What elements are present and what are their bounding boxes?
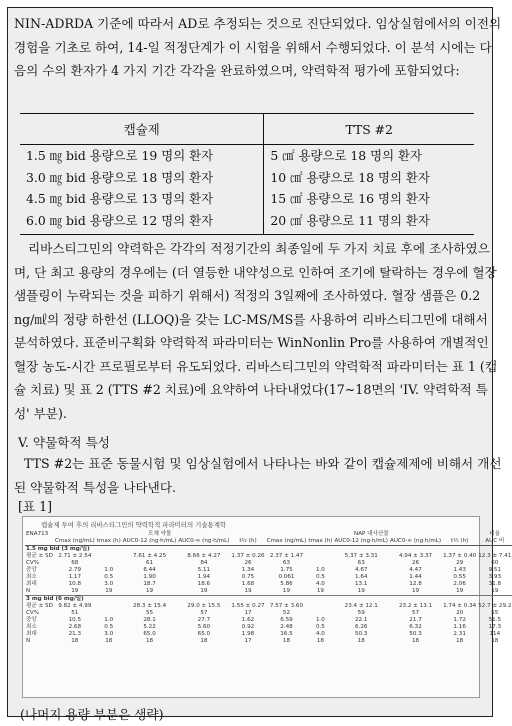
scan-row-label: 최소 bbox=[26, 574, 37, 580]
scan-value: 1.68 bbox=[241, 581, 255, 587]
intro-paragraph: NIN-ADRDA 기준에 따라서 AD로 추정되는 것으로 진단되었다. 임상실험에서의 이전의 경험을 기초로 하여, 14-일 적정단계가 이 시험을 위해서 수행되었다. 이 분석 시에는 다음의 수의 환자가 4 가지 기간 각각을 완료하였으며, 약력학적 평가에 포함되었다: bbox=[14, 16, 502, 78]
scan-value: 1.62 bbox=[241, 617, 255, 623]
scan-value: 2.37 ± 1.47 bbox=[269, 553, 304, 559]
dose-table bbox=[20, 113, 474, 235]
scan-value: 5.11 bbox=[197, 567, 211, 573]
scan-value: 2.79 bbox=[68, 567, 82, 573]
scan-value bbox=[307, 560, 333, 567]
scan-value: 1.37 ± 0.26 bbox=[231, 553, 265, 559]
scan-value: 18 bbox=[411, 638, 420, 644]
scan-value: 17 bbox=[244, 610, 252, 616]
scan-value: 1.64 bbox=[354, 574, 368, 580]
scan-value: 65.0 bbox=[197, 631, 211, 637]
section-paragraph: TTS #2는 표준 동물시험 및 임상실험에서 나타나는 바와 같이 캡슐제제에 비해서 개선된 약물학적 특성을 나타낸다. bbox=[14, 456, 502, 495]
scan-value: 68 bbox=[71, 560, 79, 566]
scan-value: 1.34 bbox=[241, 567, 255, 573]
scan-value: 19 bbox=[105, 588, 113, 594]
scan-value: 5.86 bbox=[280, 581, 293, 587]
scan-value: 6.59 bbox=[280, 617, 293, 623]
scan-value: 60 bbox=[491, 560, 499, 566]
scan-data-row bbox=[25, 603, 512, 610]
scan-value bbox=[96, 603, 122, 610]
scan-row-label: CV% bbox=[26, 560, 40, 566]
scan-value: 4.0 bbox=[315, 581, 325, 587]
scan-row-label: 최대 bbox=[26, 631, 37, 637]
scan-data-row bbox=[25, 560, 512, 567]
scanned-data-table bbox=[25, 531, 512, 645]
scan-value: 0.061 bbox=[278, 574, 295, 580]
scan-value: 18 bbox=[316, 638, 324, 644]
scan-value: 0.92 bbox=[241, 624, 255, 630]
scan-value: 1.72 bbox=[453, 617, 466, 623]
scan-value: 7.57 ± 3.60 bbox=[269, 603, 304, 609]
scan-value: 1.74 ± 0.34 bbox=[443, 603, 477, 609]
scan-value: 55 bbox=[491, 610, 499, 616]
scan-value: 18 bbox=[282, 638, 291, 644]
scan-value: 19 bbox=[357, 588, 365, 594]
scan-value bbox=[307, 553, 333, 560]
scan-group-ratio: 비율 bbox=[489, 531, 501, 537]
scan-value: 50.3 bbox=[354, 631, 368, 637]
scan-value bbox=[96, 610, 122, 617]
scan-value: 19 bbox=[244, 588, 252, 594]
scan-value: 6.32 bbox=[409, 624, 422, 630]
scan-value bbox=[307, 610, 333, 617]
scan-value: 17.3 bbox=[488, 624, 502, 630]
scan-row-label: 평균 ± SD bbox=[26, 603, 53, 609]
scan-value: 19 bbox=[200, 588, 208, 594]
scan-header-cell: Cmax (ng/mL) bbox=[266, 538, 307, 544]
section-heading: V. 약물학적 특성 bbox=[18, 435, 110, 450]
scan-value: 18 bbox=[105, 638, 113, 644]
scan-dose-label: 3 mg bid (6 mg/일) bbox=[25, 596, 512, 604]
scan-value: 2.31 bbox=[453, 631, 466, 637]
scan-value: 10.5 bbox=[68, 617, 82, 623]
capsule-column bbox=[20, 145, 264, 235]
scan-value: 6.26 bbox=[354, 624, 368, 630]
scan-header-cell: tmax (h) bbox=[308, 538, 333, 544]
scanned-table-title: 캡슐제 투여 후의 리바스티그민의 약력학적 파라미터의 기술통계학 bbox=[41, 521, 227, 529]
tts-row: 20 ㎠ 용량으로 11 명의 환자 bbox=[270, 212, 430, 228]
scan-value: 5.22 bbox=[143, 624, 156, 630]
capsule-row: 6.0 ㎎ bid 용량으로 12 명의 환자 bbox=[26, 212, 214, 228]
capsule-header: 캡슐제 bbox=[20, 114, 264, 145]
tts-row: 15 ㎠ 용량으로 16 명의 환자 bbox=[270, 191, 430, 206]
scan-value: 52 bbox=[282, 610, 291, 616]
scan-row-label: 최대 bbox=[26, 581, 37, 587]
scan-value: 2.06 bbox=[453, 581, 466, 587]
scan-value: 57 bbox=[200, 610, 208, 616]
scan-value: 1.0 bbox=[104, 617, 114, 623]
scan-value: 13.1 bbox=[354, 581, 368, 587]
scan-value: 20 bbox=[456, 610, 464, 616]
scan-value: 63 bbox=[357, 560, 365, 566]
scan-value: 0.5 bbox=[315, 574, 325, 580]
scan-value: 1.43 bbox=[453, 567, 466, 573]
capsule-row: 4.5 ㎎ bid 용량으로 13 명의 환자 bbox=[26, 191, 214, 206]
scan-header-cell: Cmax (ng/mL) bbox=[54, 538, 95, 544]
scan-value: 0.55 bbox=[453, 574, 466, 580]
scan-value: 3.93 bbox=[488, 574, 502, 580]
scan-value: 18 bbox=[146, 638, 154, 644]
scan-value bbox=[96, 553, 122, 560]
capsule-row: 1.5 ㎎ bid 용량으로 19 명의 환자 bbox=[26, 148, 214, 163]
scan-group-row bbox=[25, 531, 512, 538]
scan-value: 52.7 ± 29.2 bbox=[478, 603, 512, 609]
scan-value: 2.48 bbox=[280, 624, 293, 630]
scan-value: 114 bbox=[489, 631, 501, 637]
scan-data-row bbox=[25, 610, 512, 617]
scan-data-row bbox=[25, 574, 512, 581]
scan-value: 4.47 bbox=[409, 567, 422, 573]
scan-dose-row bbox=[25, 546, 512, 554]
scan-value: 19 bbox=[456, 588, 464, 594]
scan-dose-label: 1.5 mg bid (3 mg/일) bbox=[25, 546, 512, 554]
scan-data-row bbox=[25, 631, 512, 638]
scan-value: 1.94 bbox=[197, 574, 211, 580]
scan-value: 3.0 bbox=[104, 581, 114, 587]
scan-row-label: 중앙 bbox=[26, 567, 37, 573]
scan-value: 18 bbox=[357, 638, 365, 644]
scan-header-cell: AUC0-12 (ng·h/mL) bbox=[334, 538, 388, 544]
scan-value: 23.2 ± 13.1 bbox=[398, 603, 433, 609]
scan-value: 1.0 bbox=[315, 617, 325, 623]
scan-value: 61 bbox=[146, 560, 154, 566]
scan-value: 9.51 bbox=[488, 567, 502, 573]
scan-value: 51 bbox=[71, 610, 79, 616]
scan-header-cell: t½ (h) bbox=[442, 538, 477, 546]
scan-study-label: ENA713 bbox=[26, 531, 49, 537]
scan-value: 7.61 ± 4.25 bbox=[132, 553, 167, 559]
scan-value: 9.82 ± 4.99 bbox=[58, 603, 92, 609]
scan-data-row bbox=[25, 617, 512, 624]
scan-value: 12.8 bbox=[409, 581, 422, 587]
scan-header-row bbox=[25, 538, 512, 546]
scan-value: 4.94 ± 3.37 bbox=[398, 553, 433, 559]
scan-value: 19 bbox=[411, 588, 420, 594]
scan-row-label: 중앙 bbox=[26, 617, 37, 623]
scan-value: 50.3 bbox=[409, 631, 422, 637]
scan-value: 2.68 bbox=[68, 624, 82, 630]
scan-value: 1.90 bbox=[143, 574, 156, 580]
scanned-table-1 bbox=[22, 516, 512, 698]
omission-note: (나머지 용량 부분은 생략) bbox=[20, 707, 164, 722]
scan-value: 21.7 bbox=[409, 617, 422, 623]
scan-value: 19 bbox=[491, 588, 499, 594]
scan-header-cell bbox=[25, 538, 54, 546]
scan-data-row bbox=[25, 553, 512, 560]
scan-value: 29.0 ± 15.5 bbox=[187, 603, 221, 609]
scan-value: 26 bbox=[244, 560, 252, 566]
tts-header: TTS #2 bbox=[264, 114, 474, 145]
scan-value: 0.5 bbox=[104, 574, 114, 580]
scan-value: 1.17 bbox=[68, 574, 82, 580]
scan-data-row bbox=[25, 588, 512, 596]
scan-header-cell: AUC0-∞ (ng·h/mL) bbox=[390, 538, 442, 544]
scan-value: 27.7 bbox=[197, 617, 211, 623]
scan-value bbox=[307, 603, 333, 610]
table-label: [표 1] bbox=[18, 499, 53, 514]
scan-group-parent: 모체 약물 bbox=[148, 531, 172, 537]
scan-value: 0.5 bbox=[104, 624, 114, 630]
scan-value: 29 bbox=[456, 560, 464, 566]
scan-header-cell: tmax (h) bbox=[96, 538, 121, 544]
tts-row: 10 ㎠ 용량으로 18 명의 환자 bbox=[270, 169, 430, 185]
scan-value: 18 bbox=[71, 638, 79, 644]
scan-value: 18.7 bbox=[143, 581, 156, 587]
scan-value: 1.16 bbox=[453, 624, 466, 630]
scan-value: 21.3 bbox=[68, 631, 82, 637]
pk-paragraph: 리바스티그민의 약력학은 각각의 적정기간의 최종일에 두 가지 치료 후에 조사하였으며, 단 최고 용량의 경우에는 (더 열등한 내약성으로 인하여 조기에 탈락하는 경우에 혈장 샘플링이 누락되는 것을 피하기 위해서) 적정의 3일째에 조사하였다. 혈장 샘플은 0.2 ng/㎖의 정량 하한선 (LLOQ)을 갖는 LC-MS/MS를 사용하여 리바스티그민에 대해서 분석하였다. 표준비구획화 약력학적 파라미터는 WinNonlin Pro를 사용하여 개별적인 혈장 농도-시간 프로필로부터 유도되었다. 리바스티그민의 약력학적 파라미터는 표 1 (캡슐 치료) 및 표 2 (TTS #2 치료)에 요약하여 나타내었다(17~18면의 'IV. 약력학적 특성' 부분). bbox=[14, 241, 498, 421]
scan-value: 51.5 bbox=[488, 617, 502, 623]
scan-value: 16.5 bbox=[280, 631, 293, 637]
tts-row: 5 ㎠ 용량으로 18 명의 환자 bbox=[270, 148, 422, 163]
scan-value: 1.55 ± 0.27 bbox=[231, 603, 265, 609]
scan-value: 1.44 bbox=[409, 574, 422, 580]
scan-value: 19 bbox=[282, 588, 291, 594]
scan-row-label: N bbox=[26, 588, 31, 594]
scan-value: 63 bbox=[282, 560, 291, 566]
scan-row-label: N bbox=[26, 638, 31, 644]
scan-value bbox=[96, 560, 122, 567]
scan-value: 1.0 bbox=[104, 567, 114, 573]
capsule-row: 3.0 ㎎ bid 용량으로 18 명의 환자 bbox=[26, 169, 214, 185]
scan-value: 28.1 bbox=[143, 617, 156, 623]
scan-header-cell: t½ (h) bbox=[230, 538, 265, 546]
scan-value: 19 bbox=[316, 588, 324, 594]
scan-value: 3.0 bbox=[104, 631, 114, 637]
scan-value: 10.8 bbox=[68, 581, 82, 587]
scan-value: 19 bbox=[146, 588, 154, 594]
scan-value: 18.6 bbox=[197, 581, 211, 587]
scan-value: 17 bbox=[244, 638, 252, 644]
scan-value: 1.0 bbox=[315, 567, 325, 573]
scan-value: 65.0 bbox=[143, 631, 156, 637]
scan-value: 0.5 bbox=[315, 624, 325, 630]
scan-value: 5.37 ± 3.31 bbox=[344, 553, 378, 559]
scan-value: 31.8 bbox=[488, 581, 502, 587]
scan-group-metabolite: NAP 대사산물 bbox=[354, 531, 389, 537]
scan-value: 5.60 bbox=[197, 624, 211, 630]
scan-value: 12.3 ± 7.41 bbox=[478, 553, 512, 559]
scan-value: 8.66 ± 4.27 bbox=[187, 553, 221, 559]
scan-value: 23.4 ± 12.1 bbox=[344, 603, 378, 609]
scan-header-cell: AUC0-12 (ng·h/mL) bbox=[122, 538, 177, 544]
scan-row-label: 최소 bbox=[26, 624, 37, 630]
scan-value: 4.67 bbox=[354, 567, 368, 573]
scan-value: 2.71 ± 2.54 bbox=[58, 553, 92, 559]
scan-value: 18 bbox=[491, 638, 499, 644]
scan-value: 84 bbox=[200, 560, 208, 566]
scan-data-row bbox=[25, 624, 512, 631]
scan-value: 18 bbox=[200, 638, 208, 644]
scan-value: 26 bbox=[411, 560, 420, 566]
tts-column bbox=[264, 145, 474, 235]
scan-value: 28.3 ± 15.4 bbox=[132, 603, 167, 609]
scan-value: 19 bbox=[71, 588, 79, 594]
scan-value: 1.75 bbox=[280, 567, 293, 573]
scan-value: 22.1 bbox=[354, 617, 368, 623]
scan-value: 18 bbox=[456, 638, 464, 644]
scan-dose-row bbox=[25, 596, 512, 604]
scan-value: 55 bbox=[146, 610, 154, 616]
scan-header-cell: AUC 비 bbox=[477, 538, 512, 546]
scan-row-label: 평균 ± SD bbox=[26, 553, 53, 559]
scan-value: 0.75 bbox=[241, 574, 255, 580]
scan-value: 4.0 bbox=[315, 631, 325, 637]
scan-data-row bbox=[25, 567, 512, 574]
scan-value: 59 bbox=[357, 610, 365, 616]
scan-value: 6.44 bbox=[143, 567, 156, 573]
scan-row-label: CV% bbox=[26, 610, 40, 616]
scan-value: 1.98 bbox=[241, 631, 255, 637]
scan-header-cell: AUC0-∞ (ng·h/mL) bbox=[178, 538, 230, 544]
scan-data-row bbox=[25, 581, 512, 588]
scan-value: 1.37 ± 0.40 bbox=[443, 553, 477, 559]
scan-data-row bbox=[25, 638, 512, 645]
scan-value: 57 bbox=[411, 610, 420, 616]
